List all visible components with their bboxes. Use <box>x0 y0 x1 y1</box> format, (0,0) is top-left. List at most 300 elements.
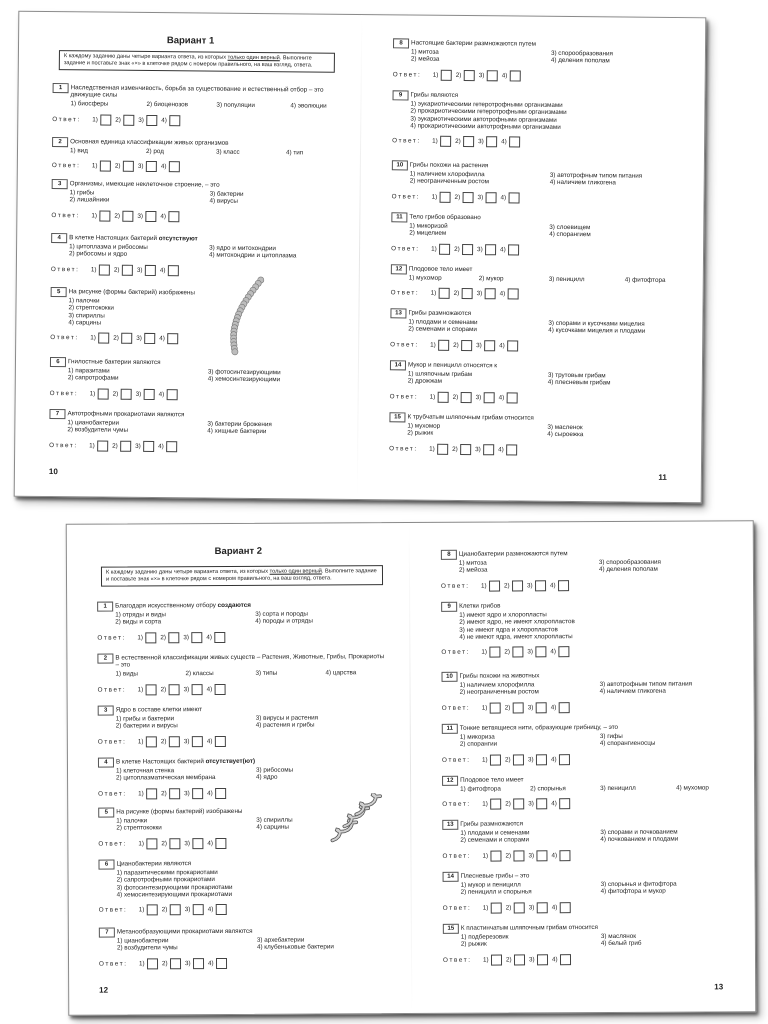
answer-row <box>99 903 389 916</box>
option-4: 4) не имеют ядра, имеют хлоропласты <box>459 632 573 641</box>
answer-checkbox-1[interactable] <box>146 788 157 799</box>
answer-options <box>116 816 388 832</box>
answer-checkbox-1[interactable] <box>440 136 451 147</box>
question-number: 3 <box>52 179 68 189</box>
question-text <box>460 672 540 679</box>
answer-checkbox-1[interactable] <box>437 443 448 454</box>
option-4: 4) хемосинтезирующими прокариотами <box>116 890 233 899</box>
question-text <box>411 39 536 47</box>
answer-checkbox-1[interactable] <box>146 838 157 849</box>
answer-checkbox-3[interactable] <box>484 340 495 351</box>
answer-number-4: 4) <box>498 445 504 453</box>
option-1: 1) цианобактерии <box>116 937 169 945</box>
question-number: 10 <box>392 160 408 170</box>
answer-options <box>116 714 388 730</box>
answer-options <box>70 101 342 111</box>
question-number: 9 <box>393 90 409 100</box>
answer-number-3: 3) <box>185 959 191 967</box>
answer-options <box>68 297 340 328</box>
answer-checkbox-4[interactable] <box>506 444 517 455</box>
option-1: 1) палочки <box>68 297 100 305</box>
option-3: 3) спорами и кусочками мицелия <box>548 320 645 328</box>
answer-checkbox-4[interactable] <box>559 702 570 713</box>
answer-checkbox-2[interactable] <box>123 114 134 125</box>
answer-checkbox-1[interactable] <box>146 736 157 747</box>
answer-number-4: 4) <box>551 800 557 808</box>
answer-number-3: 3) <box>476 341 482 349</box>
question-number: 14 <box>390 360 406 370</box>
option-2: 2) биоценозов <box>146 101 189 109</box>
answer-number-3: 3) <box>135 442 141 450</box>
answer-checkbox-3[interactable] <box>192 684 203 695</box>
answer-checkbox-4[interactable] <box>509 192 520 203</box>
question-number: 13 <box>390 308 406 318</box>
answer-checkbox-3[interactable] <box>485 244 496 255</box>
answer-checkbox-4[interactable] <box>167 389 178 400</box>
answer-checkbox-1[interactable] <box>490 799 501 810</box>
question-8 <box>393 39 685 82</box>
answer-checkbox-1[interactable] <box>147 958 158 969</box>
question-text-main: Клетки грибов <box>459 602 501 610</box>
answer-checkbox-3[interactable] <box>145 211 156 222</box>
answer-checkbox-2[interactable] <box>513 850 524 861</box>
answer-checkbox-1[interactable] <box>490 850 501 861</box>
answer-options <box>70 147 342 157</box>
answer-number-3: 3) <box>527 648 534 656</box>
answer-number-1: 1) <box>482 956 489 964</box>
answer-checkbox-1[interactable] <box>490 702 501 713</box>
answer-checkbox-4[interactable] <box>168 211 179 222</box>
answer-checkbox-2[interactable] <box>123 161 134 172</box>
answer-number-3: 3) <box>477 193 484 201</box>
question-text-main: Тонкие ветвящиеся нити, образующие грибницу, – это <box>459 723 619 732</box>
option-3: 3) гифы <box>599 733 623 741</box>
option-1: 1) грибы и бактерии <box>115 715 175 723</box>
answer-checkbox-1[interactable] <box>98 388 109 399</box>
answer-checkbox-3[interactable] <box>192 838 203 849</box>
answer-checkbox-3[interactable] <box>144 389 155 400</box>
answer-checkbox-3[interactable] <box>484 392 495 403</box>
question-text <box>115 602 251 610</box>
option-1: 1) отряды и виды <box>115 611 166 619</box>
question-header <box>98 757 388 766</box>
answer-checkbox-4[interactable] <box>508 289 519 300</box>
option-3: 3) класс <box>215 148 240 157</box>
answer-label: Ответ: <box>50 334 79 342</box>
answer-number-1: 1) <box>138 839 145 848</box>
answer-checkbox-2[interactable] <box>514 902 525 913</box>
answer-checkbox-1[interactable] <box>100 114 111 125</box>
question-header <box>392 161 684 171</box>
answer-checkbox-2[interactable] <box>463 192 474 203</box>
answer-checkbox-2[interactable] <box>169 838 180 849</box>
question-number: 15 <box>389 412 405 422</box>
answer-number-3: 3) <box>476 290 483 298</box>
answer-number-1: 1) <box>138 789 144 798</box>
option-4: 4) митохондрии и цитоплазма <box>208 251 297 260</box>
answer-label: Ответ: <box>51 211 81 219</box>
answer-number-3: 3) <box>478 138 484 146</box>
answer-checkbox-4[interactable] <box>215 788 226 799</box>
option-2: 2) дрожжам <box>407 377 443 386</box>
answer-number-2: 2) <box>452 393 459 401</box>
option-3: 3) не имеют ядра и хлоропластов <box>459 625 558 634</box>
answer-checkbox-2[interactable] <box>462 244 473 255</box>
answer-checkbox-2[interactable] <box>121 333 132 344</box>
question-number: 2 <box>97 654 113 664</box>
answer-number-3: 3) <box>527 755 534 763</box>
question-8 <box>441 549 733 591</box>
answer-checkbox-2[interactable] <box>513 702 524 713</box>
option-4: 4) спорангием <box>549 231 591 239</box>
answer-checkbox-2[interactable] <box>462 288 473 299</box>
variant-title: Вариант 1 <box>166 35 215 47</box>
question-number: 10 <box>441 672 457 682</box>
answer-checkbox-4[interactable] <box>216 958 227 969</box>
answer-label: Ответ: <box>97 738 127 746</box>
answer-checkbox-1[interactable] <box>489 647 500 658</box>
answer-checkbox-2[interactable] <box>512 646 523 657</box>
answer-checkbox-4[interactable] <box>559 850 570 861</box>
option-3: 3) рибосомы <box>255 766 294 775</box>
option-2: 2) сапротрофами <box>67 374 119 383</box>
question-text-main: В клетке Настоящих бактерий <box>115 758 206 766</box>
answer-checkbox-3[interactable] <box>486 136 497 147</box>
option-3: 3) маслянок <box>600 933 637 941</box>
coccus-cell <box>232 349 238 355</box>
answer-checkbox-3[interactable] <box>192 788 203 799</box>
answer-checkbox-4[interactable] <box>559 799 570 810</box>
option-3: 3) популяции <box>216 102 255 110</box>
answer-checkbox-1[interactable] <box>489 580 500 591</box>
option-2: 2) род <box>145 148 164 156</box>
instruction-text: К каждому заданию даны четыре варианта ответа, из которых <box>63 53 228 61</box>
question-14 <box>443 871 735 913</box>
question-5 <box>50 288 341 346</box>
answer-checkbox-4[interactable] <box>214 632 225 643</box>
answer-number-2: 2) <box>112 442 118 450</box>
option-1: 1) паразитическими прокариотами <box>116 869 218 877</box>
answer-number-2: 2) <box>160 685 167 693</box>
answer-row <box>443 953 735 966</box>
answer-checkbox-1[interactable] <box>491 902 502 913</box>
answer-checkbox-3[interactable] <box>535 646 546 657</box>
page-number-right: 11 <box>658 472 667 482</box>
question-header <box>390 309 682 319</box>
answer-checkbox-4[interactable] <box>558 646 569 657</box>
question-text <box>408 361 497 369</box>
option-1: 1) мукор и пеницилл <box>460 881 521 889</box>
option-3: 3) спорами и почкованием <box>600 828 678 837</box>
answer-options <box>461 881 735 897</box>
option-4: 4) белый гриб <box>600 940 642 948</box>
answer-number-4: 4) <box>551 851 558 859</box>
answer-checkbox-1[interactable] <box>491 954 502 965</box>
option-2: 2) рибосомы и ядро <box>68 250 128 259</box>
question-number: 8 <box>441 550 457 560</box>
option-2: 2) мицелием <box>409 229 447 238</box>
option-1: 1) шляпочным грибам <box>407 370 473 379</box>
answer-checkbox-2[interactable] <box>513 799 524 810</box>
question-number: 4 <box>98 758 114 768</box>
answer-checkbox-3[interactable] <box>537 902 548 913</box>
answer-checkbox-2[interactable] <box>461 340 472 351</box>
answer-checkbox-4[interactable] <box>169 115 180 126</box>
question-3 <box>98 705 388 747</box>
answer-number-1: 1) <box>481 582 487 590</box>
answer-number-2: 2) <box>504 704 511 712</box>
option-2: 2) виды и сорта <box>115 618 162 626</box>
answer-checkbox-2[interactable] <box>512 580 523 591</box>
answer-number-1: 1) <box>139 959 145 968</box>
option-4: 4) царства <box>325 669 357 677</box>
answer-checkbox-2[interactable] <box>122 210 133 221</box>
answer-checkbox-2[interactable] <box>121 388 132 399</box>
answer-number-3: 3) <box>478 71 485 79</box>
option-3: 3) спорынья и фитофтора <box>600 880 677 889</box>
answer-checkbox-4[interactable] <box>560 902 571 913</box>
answer-number-3: 3) <box>184 789 190 797</box>
answer-checkbox-3[interactable] <box>535 580 546 591</box>
answer-checkbox-3[interactable] <box>191 632 202 643</box>
question-text-main: Плодовое тело имеет <box>460 776 524 784</box>
answer-checkbox-1[interactable] <box>100 161 111 172</box>
answer-checkbox-3[interactable] <box>143 441 154 452</box>
answer-checkbox-3[interactable] <box>536 850 547 861</box>
answer-checkbox-2[interactable] <box>461 392 472 403</box>
answer-number-1: 1) <box>432 137 438 145</box>
answer-checkbox-4[interactable] <box>166 441 177 452</box>
answer-checkbox-1[interactable] <box>145 632 156 643</box>
option-4: 4) спорангиеносцы <box>599 740 656 748</box>
answer-label: Ответ: <box>52 115 81 123</box>
answer-number-3: 3) <box>475 393 482 401</box>
answer-number-1: 1) <box>432 71 439 79</box>
answer-checkbox-3[interactable] <box>193 958 204 969</box>
answer-row <box>442 798 734 811</box>
option-1: 1) наличием хлорофилла <box>409 170 485 179</box>
answer-checkbox-4[interactable] <box>508 244 519 255</box>
option-4: 4) мухомор <box>676 784 709 792</box>
answer-checkbox-2[interactable] <box>169 736 180 747</box>
answer-checkbox-2[interactable] <box>463 136 474 147</box>
option-4: 4) сарцины <box>68 319 102 327</box>
answer-checkbox-1[interactable] <box>147 904 158 915</box>
answer-checkbox-4[interactable] <box>507 392 518 403</box>
option-2: 2) возбудители чумы <box>67 426 129 435</box>
question-header <box>50 358 340 368</box>
option-3: 3) спорообразования <box>598 558 661 567</box>
answer-checkbox-2[interactable] <box>120 440 131 451</box>
answer-checkbox-2[interactable] <box>513 754 524 765</box>
option-3: 3) фотосинтезирующими <box>207 368 281 377</box>
answer-checkbox-3[interactable] <box>486 192 497 203</box>
question-text-main: Плесневые грибы – это <box>460 872 530 880</box>
option-1: 1) грибы <box>69 189 95 197</box>
answer-checkbox-3[interactable] <box>536 799 547 810</box>
answer-checkbox-3[interactable] <box>144 333 155 344</box>
answer-number-4: 4) <box>206 633 212 641</box>
answer-number-4: 4) <box>158 390 165 398</box>
answer-checkbox-4[interactable] <box>168 265 179 276</box>
answer-checkbox-2[interactable] <box>169 684 180 695</box>
answer-number-1: 1) <box>482 800 488 809</box>
option-1: 1) паразитами <box>67 367 110 375</box>
answer-checkbox-4[interactable] <box>215 684 226 695</box>
answer-number-4: 4) <box>499 341 505 349</box>
question-11 <box>391 213 683 256</box>
answer-checkbox-3[interactable] <box>146 115 157 126</box>
question-number: 8 <box>393 38 409 48</box>
answer-label: Ответ: <box>392 70 422 79</box>
question-header <box>98 859 388 868</box>
answer-checkbox-3[interactable] <box>193 904 204 915</box>
answer-checkbox-1[interactable] <box>146 684 157 695</box>
option-1: 1) мухомор <box>408 274 442 282</box>
question-header <box>97 601 387 610</box>
answer-number-4: 4) <box>207 906 214 914</box>
answer-checkbox-4[interactable] <box>216 904 227 915</box>
option-3: 3) масленок <box>547 424 583 432</box>
question-header <box>441 549 733 558</box>
answer-number-1: 1) <box>481 648 488 656</box>
question-text <box>116 808 242 816</box>
answer-checkbox-1[interactable] <box>439 243 450 254</box>
answer-label: Ответ: <box>441 704 471 712</box>
answer-number-1: 1) <box>482 904 489 912</box>
question-3 <box>51 180 341 223</box>
question-text <box>459 603 500 610</box>
option-3: 3) сорта и породы <box>255 610 308 619</box>
answer-checkbox-1[interactable] <box>97 440 108 451</box>
answer-checkbox-1[interactable] <box>98 332 109 343</box>
answer-number-3: 3) <box>183 737 190 745</box>
question-text <box>409 265 473 273</box>
answer-number-4: 4) <box>159 266 166 274</box>
answer-checkbox-1[interactable] <box>439 288 450 299</box>
answer-number-1: 1) <box>89 390 96 398</box>
answer-number-1: 1) <box>92 116 98 124</box>
option-1: 1) эукариотическими гетеротрофными организмами <box>410 100 563 110</box>
answer-checkbox-1[interactable] <box>99 210 110 221</box>
answer-checkbox-1[interactable] <box>438 391 449 402</box>
answer-checkbox-4[interactable] <box>558 580 569 591</box>
answer-checkbox-4[interactable] <box>167 333 178 344</box>
option-1: 1) виды <box>115 670 138 678</box>
option-2: 2) стрептококки <box>116 824 162 832</box>
question-text-main: Грибы размножаются <box>408 309 472 318</box>
answer-options <box>410 101 684 132</box>
answer-number-2: 2) <box>113 266 120 274</box>
answer-number-2: 2) <box>452 445 458 453</box>
answer-checkbox-2[interactable] <box>170 958 181 969</box>
answer-checkbox-3[interactable] <box>536 702 547 713</box>
question-13 <box>442 819 734 861</box>
question-number: 1 <box>53 83 69 93</box>
answer-checkbox-3[interactable] <box>485 289 496 300</box>
answer-checkbox-3[interactable] <box>146 161 157 172</box>
answer-row <box>443 901 735 914</box>
question-number: 6 <box>98 860 114 870</box>
answer-checkbox-3[interactable] <box>483 444 494 455</box>
instruction-underlined: только один верный <box>269 568 322 575</box>
answer-checkbox-2[interactable] <box>514 954 525 965</box>
answer-checkbox-2[interactable] <box>169 788 180 799</box>
option-4: 4) наличием гликогена <box>549 179 616 187</box>
question-13 <box>390 309 682 352</box>
answer-number-2: 2) <box>505 904 512 912</box>
answer-number-4: 4) <box>208 959 214 967</box>
option-1: 1) фитофтора <box>460 785 501 793</box>
answer-checkbox-1[interactable] <box>441 69 452 80</box>
answer-label: Ответ: <box>99 960 128 968</box>
question-12 <box>391 265 683 301</box>
answer-checkbox-4[interactable] <box>215 736 226 747</box>
question-text-main: Мукор и пеницилл относятся к <box>407 361 498 370</box>
answer-checkbox-4[interactable] <box>507 340 518 351</box>
option-3: 3) слоевищем <box>549 224 591 232</box>
answer-checkbox-3[interactable] <box>487 70 498 81</box>
answer-number-4: 4) <box>550 648 557 656</box>
answer-checkbox-3[interactable] <box>145 265 156 276</box>
answer-checkbox-3[interactable] <box>192 736 203 747</box>
answer-checkbox-4[interactable] <box>510 70 521 81</box>
question-10 <box>442 671 734 713</box>
answer-checkbox-2[interactable] <box>168 632 179 643</box>
answer-number-3: 3) <box>528 903 535 911</box>
answer-number-2: 2) <box>161 839 168 847</box>
answer-row <box>442 849 734 862</box>
answer-checkbox-3[interactable] <box>537 954 548 965</box>
answer-number-2: 2) <box>114 163 121 171</box>
answer-checkbox-4[interactable] <box>169 162 180 173</box>
option-3: 3) автотрофным типом питания <box>549 172 643 180</box>
answer-checkbox-1[interactable] <box>490 754 501 765</box>
question-number: 1 <box>97 602 113 612</box>
question-header <box>98 807 388 816</box>
answer-checkbox-4[interactable] <box>560 954 571 965</box>
option-3: 3) ядро и митохондрии <box>209 244 276 253</box>
answer-checkbox-1[interactable] <box>440 191 451 202</box>
answer-number-4: 4) <box>501 138 507 146</box>
question-text-emphasis: отсутствуют <box>158 235 198 243</box>
answer-number-2: 2) <box>115 116 121 124</box>
answer-options <box>460 829 734 845</box>
answer-number-1: 1) <box>89 442 95 450</box>
answer-number-4: 4) <box>206 737 213 745</box>
question-text-main: Тело грибов образовано <box>409 213 481 222</box>
answer-checkbox-2[interactable] <box>170 904 181 915</box>
question-text <box>71 84 324 99</box>
option-2: 2) классы <box>185 670 214 678</box>
answer-checkbox-2[interactable] <box>460 444 471 455</box>
answer-checkbox-4[interactable] <box>215 838 226 849</box>
answer-checkbox-4[interactable] <box>509 136 520 147</box>
answer-number-1: 1) <box>90 334 96 342</box>
option-1: 1) плодами и семенами <box>408 318 478 327</box>
answer-options <box>408 371 682 388</box>
question-text <box>117 928 253 936</box>
answer-checkbox-2[interactable] <box>122 264 133 275</box>
answer-checkbox-3[interactable] <box>536 754 547 765</box>
answer-label: Ответ: <box>97 634 126 642</box>
answer-checkbox-1[interactable] <box>99 264 110 275</box>
answer-checkbox-1[interactable] <box>438 339 449 350</box>
question-text-main: На рисунке (формы бактерий) изображены <box>116 807 243 816</box>
answer-checkbox-2[interactable] <box>464 70 475 81</box>
answer-checkbox-4[interactable] <box>559 754 570 765</box>
answer-label: Ответ: <box>51 162 81 170</box>
